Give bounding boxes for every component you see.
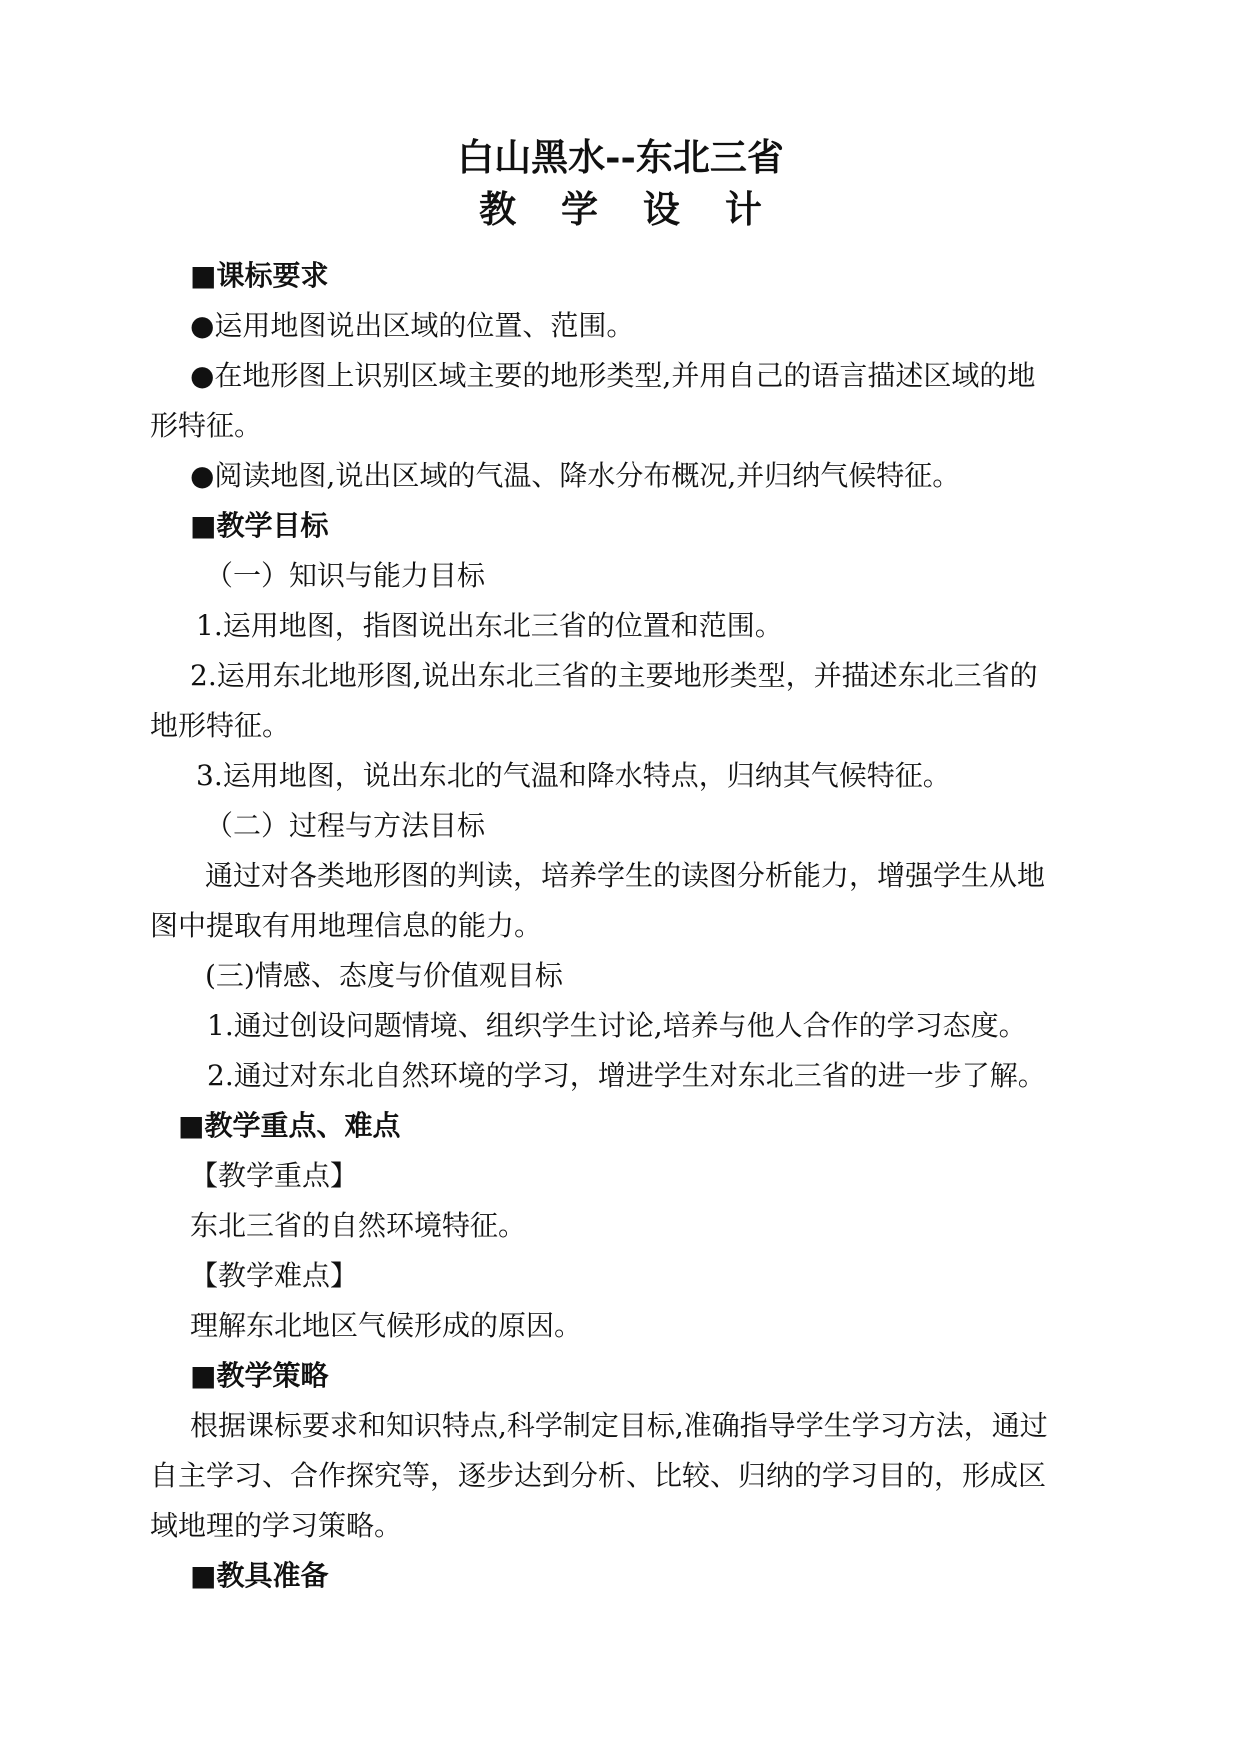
section-heading-strategy: ■教学策略 bbox=[190, 1359, 329, 1392]
strategy-text: 根据课标要求和知识特点,科学制定目标,准确指导学生学习方法，通过 bbox=[190, 1409, 1048, 1442]
strategy-text-continuation: 自主学习、合作探究等，逐步达到分析、比较、归纳的学习目的，形成区 bbox=[150, 1459, 1047, 1492]
emotion-goal-item: 1.通过创设问题情境、组织学生讨论,培养与他人合作的学习态度。 bbox=[207, 1009, 1027, 1042]
section-heading-tools: ■教具准备 bbox=[190, 1559, 329, 1592]
process-goal-continuation: 图中提取有用地理信息的能力。 bbox=[150, 909, 543, 942]
difficulty-text: 理解东北地区气候形成的原因。 bbox=[190, 1309, 583, 1342]
strategy-text-continuation: 域地理的学习策略。 bbox=[150, 1509, 403, 1542]
focus-text: 东北三省的自然环境特征。 bbox=[190, 1209, 527, 1242]
knowledge-goal-item: 1.运用地图，指图说出东北三省的位置和范围。 bbox=[196, 609, 783, 642]
curriculum-item: ●运用地图说出区域的位置、范围。 bbox=[190, 309, 635, 342]
document-title: 白山黑水--东北三省 bbox=[457, 135, 784, 179]
section-heading-objectives: ■教学目标 bbox=[190, 509, 329, 542]
process-goals-title: （二）过程与方法目标 bbox=[205, 809, 486, 842]
knowledge-goal-item: 2.运用东北地形图,说出东北三省的主要地形类型，并描述东北三省的 bbox=[190, 659, 1038, 692]
curriculum-item: ●阅读地图,说出区域的气温、降水分布概况,并归纳气候特征。 bbox=[190, 459, 961, 492]
emotion-goal-item: 2.通过对东北自然环境的学习，增进学生对东北三省的进一步了解。 bbox=[207, 1059, 1046, 1092]
section-heading-key-points: ■教学重点、难点 bbox=[178, 1109, 401, 1142]
knowledge-goals-title: （一）知识与能力目标 bbox=[205, 559, 486, 592]
emotion-goals-title: (三)情感、态度与价值观目标 bbox=[205, 959, 563, 992]
curriculum-item-continuation: 形特征。 bbox=[150, 409, 263, 442]
focus-label: 【教学重点】 bbox=[190, 1159, 359, 1192]
knowledge-goal-item: 3.运用地图，说出东北的气温和降水特点，归纳其气候特征。 bbox=[196, 759, 951, 792]
process-goal-text: 通过对各类地形图的判读，培养学生的读图分析能力，增强学生从地 bbox=[205, 859, 1046, 892]
knowledge-goal-continuation: 地形特征。 bbox=[150, 709, 291, 742]
difficulty-label: 【教学难点】 bbox=[190, 1259, 359, 1292]
curriculum-item: ●在地形图上识别区域主要的地形类型,并用自己的语言描述区域的地 bbox=[190, 359, 1036, 392]
section-heading-curriculum: ■课标要求 bbox=[190, 259, 329, 292]
document-subtitle: 教 学 设 计 bbox=[479, 187, 778, 231]
